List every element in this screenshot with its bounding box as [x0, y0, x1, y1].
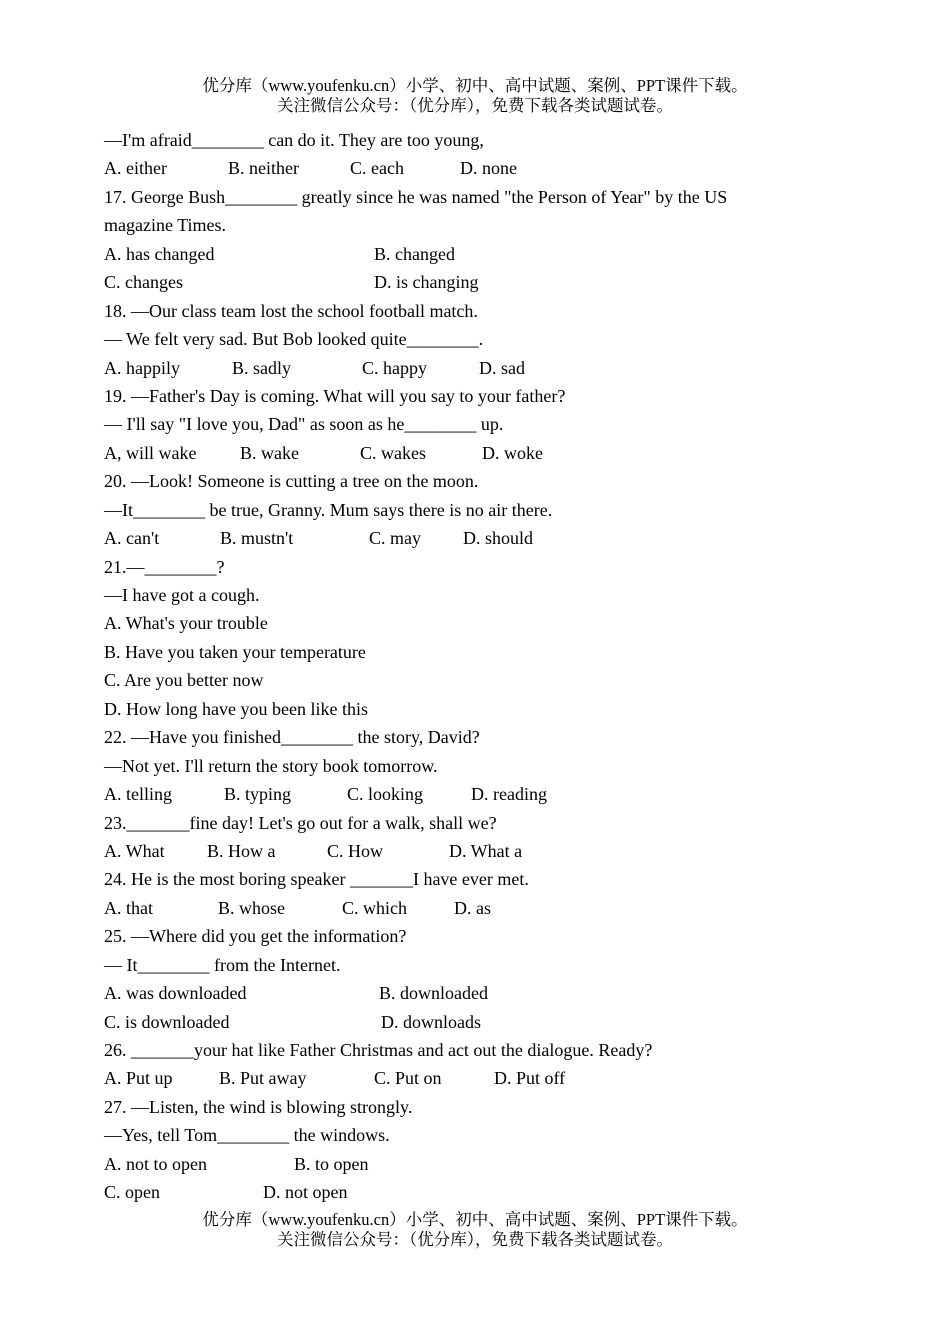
q16-option-c: C. each	[350, 158, 404, 179]
q22-reply: —Not yet. I'll return the story book tomorrow.	[104, 755, 438, 776]
q23-option-a: A. What	[104, 840, 165, 861]
q20-option-b: B. mustn't	[220, 528, 294, 549]
header-line-2: 关注微信公众号：（优分库），免费下载各类试题试卷。	[277, 96, 673, 115]
q19-options	[104, 439, 824, 467]
q25-option-a: A. was downloaded	[104, 983, 247, 1004]
q27-options-row-1	[104, 1150, 824, 1178]
q19-stem: 19. —Father's Day is coming. What will you say to your father?	[104, 385, 566, 406]
q18-options	[104, 354, 824, 382]
q19-option-c: C. wakes	[360, 442, 426, 463]
q22-stem: 22. —Have you finished________ the story, David?	[104, 727, 480, 748]
q25-option-d: D. downloads	[381, 1011, 481, 1032]
q25-option-b: B. downloaded	[379, 983, 488, 1004]
q20-reply: —It________ be true, Granny. Mum says there is no air there.	[104, 499, 553, 520]
q26-option-a: A. Put up	[104, 1068, 173, 1089]
q17-stem-cont: magazine Times.	[104, 215, 226, 236]
q25-option-c: C. is downloaded	[104, 1011, 230, 1032]
q17-option-c: C. changes	[104, 272, 183, 293]
q26-option-c: C. Put on	[374, 1068, 442, 1089]
q18-option-a: A. happily	[104, 357, 180, 378]
q27-options-row-2	[104, 1178, 824, 1206]
footer-line-1: 优分库（www.youfenku.cn）小学、初中、高中试题、案例、PPT课件下载。	[202, 1210, 748, 1229]
q27-option-b: B. to open	[294, 1153, 369, 1174]
q23-option-c: C. How	[327, 840, 384, 861]
q20-option-a: A. can't	[104, 528, 160, 549]
q25-options-row-1	[104, 979, 824, 1007]
q17-option-b: B. changed	[374, 243, 455, 264]
q26-stem: 26. _______your hat like Father Christmas and act out the dialogue. Ready?	[104, 1040, 653, 1060]
q20-stem: 20. —Look! Someone is cutting a tree on the moon.	[104, 471, 479, 492]
q17-stem: 17. George Bush________ greatly since he was named "the Person of Year" by the US	[104, 186, 728, 207]
q20-option-c: C. may	[369, 528, 421, 549]
q21-reply: —I have got a cough.	[104, 585, 260, 605]
q23-option-d: D. What a	[449, 840, 523, 861]
q21-option-a: A. What's your trouble	[104, 613, 268, 634]
q24-option-c: C. which	[342, 897, 407, 918]
q26-options	[104, 1064, 824, 1092]
q16-options	[104, 154, 824, 182]
q24-option-d: D. as	[454, 897, 491, 918]
q22-option-b: B. typing	[224, 784, 292, 805]
footer-line-2: 关注微信公众号：（优分库），免费下载各类试题试卷。	[277, 1230, 673, 1249]
q25-options-row-2	[104, 1008, 824, 1036]
q24-option-a: A. that	[104, 897, 153, 918]
q19-reply: — I'll say "I love you, Dad" as soon as he________ up.	[104, 414, 504, 435]
q16-option-b: B. neither	[228, 158, 299, 179]
q23-stem: 23._______fine day! Let's go out for a walk, shall we?	[104, 812, 497, 833]
q19-option-b: B. wake	[240, 442, 299, 463]
q27-option-c: C. open	[104, 1182, 160, 1203]
q26-option-b: B. Put away	[219, 1068, 307, 1089]
q17-option-a: A. has changed	[104, 243, 215, 264]
q16-option-a: A. either	[104, 158, 167, 179]
q16-dialog: —I'm afraid________ can do it. They are too young,	[104, 130, 484, 150]
q22-option-d: D. reading	[471, 784, 547, 805]
page-header	[0, 76, 950, 116]
q24-stem: 24. He is the most boring speaker _______I have ever met.	[104, 869, 529, 890]
q19-option-a: A, will wake	[104, 442, 197, 463]
q17-options-row-2	[104, 268, 824, 296]
q18-option-d: D. sad	[479, 357, 525, 378]
q22-option-c: C. looking	[347, 784, 424, 805]
q23-option-b: B. How a	[207, 840, 276, 861]
header-line-1: 优分库（www.youfenku.cn）小学、初中、高中试题、案例、PPT课件下载。	[202, 76, 748, 95]
q27-option-d: D. not open	[263, 1182, 348, 1203]
q18-option-c: C. happy	[362, 357, 427, 378]
q21-option-c: C. Are you better now	[104, 670, 264, 691]
q18-option-b: B. sadly	[232, 357, 292, 378]
q24-options	[104, 894, 824, 922]
q22-option-a: A. telling	[104, 784, 172, 805]
q26-option-d: D. Put off	[494, 1068, 566, 1089]
q27-option-a: A. not to open	[104, 1153, 207, 1174]
q17-options-row-1	[104, 240, 824, 268]
q27-reply: —Yes, tell Tom________ the windows.	[104, 1125, 390, 1146]
q20-option-d: D. should	[463, 528, 534, 549]
q22-options	[104, 780, 824, 808]
q21-option-d: D. How long have you been like this	[104, 698, 368, 719]
q25-reply: — It________ from the Internet.	[104, 954, 341, 975]
q21-stem: 21.—________?	[104, 556, 225, 577]
q24-option-b: B. whose	[218, 897, 285, 918]
q16-option-d: D. none	[460, 158, 517, 179]
q20-options	[104, 524, 824, 552]
q18-reply: — We felt very sad. But Bob looked quite________.	[104, 329, 484, 350]
question-list	[104, 126, 824, 1207]
q19-option-d: D. woke	[482, 442, 543, 463]
q23-options	[104, 837, 824, 865]
q25-stem: 25. —Where did you get the information?	[104, 926, 407, 947]
q18-stem: 18. —Our class team lost the school football match.	[104, 300, 478, 321]
page-footer	[0, 1210, 950, 1250]
q21-option-b: B. Have you taken your temperature	[104, 641, 366, 662]
q27-stem: 27. —Listen, the wind is blowing strongly.	[104, 1096, 413, 1117]
q17-option-d: D. is changing	[374, 272, 479, 293]
